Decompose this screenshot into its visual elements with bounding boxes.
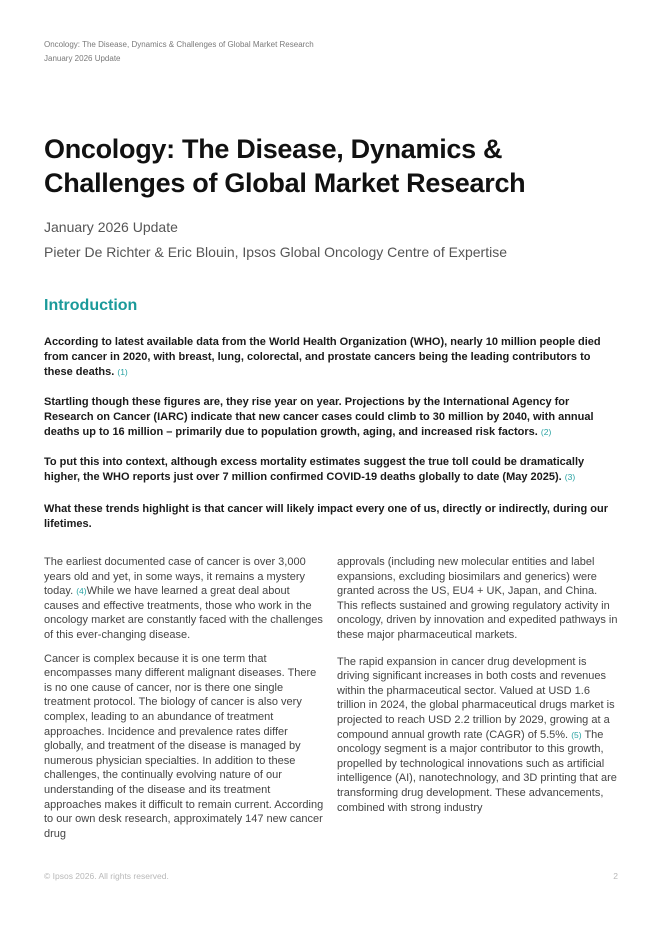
intro-paragraph-1 [44, 335, 620, 381]
section-heading-introduction: Introduction [44, 297, 138, 314]
intro-paragraph-2 [44, 395, 620, 441]
reference-link-4[interactable]: (4) [76, 586, 87, 597]
intro-paragraph-1-text: According to latest available data from the World Health Organization (WHO), nearly 10 million people died from cancer in 2020, with breast, lung, colorectal, and prostate cancers being the leading contributors to these deaths. [44, 336, 601, 379]
body-text: The oncology segment is a major contributor to this growth, propelled by technological innovations such as artificial intelligence (AI), nanotechnology, and 3D printing that are transforming drug development. These advancements, combined with strong industry [337, 728, 617, 814]
running-header-title: Oncology: The Disease, Dynamics & Challenges of Global Market Research [44, 40, 314, 49]
page-title: Oncology: The Disease, Dynamics & Challenges of Global Market Research [44, 134, 526, 198]
body-text: While we have learned a great deal about causes and effective treatments, those who work in the oncology market are constantly faced with the challenges of this ever-changing disease. [44, 585, 323, 641]
reference-link-5[interactable]: (5) [571, 729, 582, 740]
body-text: The earliest documented case of cancer is over 3,000 years old and yet, in some ways, it remains a mystery today. [44, 556, 306, 598]
body-paragraph [337, 655, 619, 816]
body-column-right [337, 555, 619, 827]
body-paragraph: approvals (including new molecular entities and label expansions, excluding biosimilars and generics) were granted across the US, EU4 + UK, Japan, and China. This reflects sustained and growing regulatory activity in oncology, driven by innovation and expedited pathways in these major pharmaceutical markets. [337, 556, 618, 641]
footer-page-number: 2 [613, 871, 618, 881]
intro-paragraph-4 [44, 502, 620, 532]
body-paragraph: Cancer is complex because it is one term that encompasses many different malignant diseases. There is no one cause of cancer, nor is there one single treatment protocol. The biology of cancer is also very complex, leading to an abundance of treatment approaches. Incidence and prevalence rates differ globally, and treatment of the disease is managed by numerous physician specialties. In addition to these challenges, the continually evolving nature of our understanding of the disease and its treatment approaches makes it difficult to remain current. According to our own desk research, approximately 147 new cancer drug [44, 652, 324, 840]
running-header-date: January 2026 Update [44, 53, 121, 63]
reference-link-3[interactable]: (3) [564, 472, 576, 483]
subtitle: January 2026 Update [44, 219, 178, 235]
intro-paragraph-3 [44, 455, 620, 485]
body-paragraph [44, 555, 326, 643]
reference-link-2[interactable]: (2) [540, 427, 552, 438]
authors: Pieter De Richter & Eric Blouin, Ipsos Global Oncology Centre of Expertise [44, 244, 507, 260]
reference-link-1[interactable]: (1) [117, 367, 128, 378]
footer-copyright: © Ipsos 2026. All rights reserved. [44, 871, 169, 881]
intro-paragraph-4-text: What these trends highlight is that cancer will likely impact every one of us, directly or indirectly, during our lifetimes. [44, 503, 608, 531]
body-column-left [44, 555, 326, 850]
intro-paragraph-3-text: To put this into context, although excess mortality estimates suggest the true toll could be dramatically higher, the WHO reports just over 7 million confirmed COVID-19 deaths globally to date (May 2025). [44, 456, 585, 484]
body-text: The rapid expansion in cancer drug development is driving significant increases in both costs and revenues within the pharmaceutical sector. Valued at USD 1.6 trillion in 2024, the global pharmaceutical drugs market is projected to reach USD 2.2 trillion by 2029, growing at a compound annual growth rate (CAGR) of 5.5%. [337, 655, 615, 741]
intro-paragraph-2-text: Startling though these figures are, they rise year on year. Projections by the International Agency for Research on Cancer (IARC) indicate that new cancer cases could climb to 30 million by 2040, with annual deaths up to 16 million – primarily due to population growth, aging, and increased risk factors. [44, 396, 594, 439]
running-header [44, 38, 314, 65]
